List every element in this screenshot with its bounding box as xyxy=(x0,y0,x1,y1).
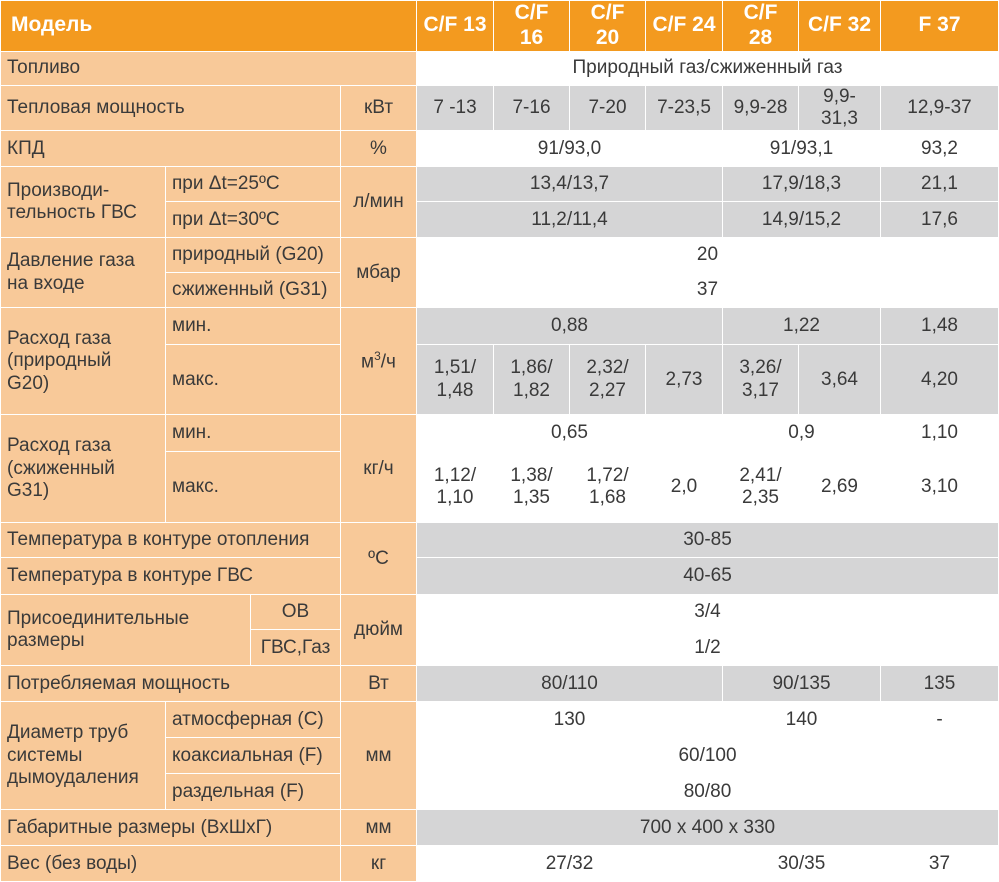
gas-lpg-max-value xyxy=(799,452,881,523)
dhw-label xyxy=(1,167,166,238)
gas-natural-max-value xyxy=(646,345,723,415)
model-header: C/F 24 xyxy=(646,1,723,52)
temp-unit: ºС xyxy=(341,523,417,595)
efficiency-label: КПД xyxy=(1,131,341,167)
consumption-value: 90/135 xyxy=(723,666,881,702)
connections-value: 3/4 xyxy=(417,595,999,630)
gas-lpg-max-value xyxy=(723,452,799,523)
gas-lpg-label-line: (сжиженный xyxy=(7,457,115,479)
fuel-value: Природный газ/сжиженный газ xyxy=(417,51,999,85)
gas-natural-max-value xyxy=(570,345,646,415)
gas-lpg-max-value xyxy=(646,452,723,523)
value-line: 3,17 xyxy=(742,379,779,401)
value-line: 1,72/ xyxy=(586,464,629,486)
gas-natural-min-value: 1,22 xyxy=(723,308,881,345)
gas-lpg-max-value xyxy=(570,452,646,523)
dhw-value: 14,9/15,2 xyxy=(723,202,881,238)
fuel-label: Топливо xyxy=(1,51,417,85)
weight-unit: кг xyxy=(341,846,417,882)
dhw-sub-label: при Δt=25ºС xyxy=(166,167,341,202)
gas-lpg-max-value xyxy=(417,452,494,523)
consumption-unit: Вт xyxy=(341,666,417,702)
flue-value: 80/80 xyxy=(417,774,999,810)
gas-lpg-min-label: мин. xyxy=(166,415,341,452)
value-line: 1,51/ xyxy=(433,357,477,379)
flue-unit: мм xyxy=(341,702,417,810)
value-line: 2,35 xyxy=(742,487,779,509)
temp-heating-value: 30-85 xyxy=(417,523,999,558)
gas-lpg-min-value: 0,9 xyxy=(723,415,881,452)
connections-sub-label: ОВ xyxy=(251,595,341,630)
gas-pressure-sub-label: сжиженный (G31) xyxy=(166,273,341,308)
dhw-sub-label: при Δt=30ºС xyxy=(166,202,341,238)
value-line: 1,68 xyxy=(589,487,626,509)
dhw-label-line: Производи- xyxy=(7,179,110,201)
temp-dhw-value: 40-65 xyxy=(417,558,999,595)
flue-sub-label: атмосферная (С) xyxy=(166,702,341,738)
efficiency-unit: % xyxy=(341,131,417,167)
value-line: 1,10 xyxy=(436,487,474,509)
gas-lpg-label-line: Расход газа xyxy=(7,435,112,457)
gas-natural-label xyxy=(1,308,166,415)
connections-label xyxy=(1,595,251,666)
connections-label-line: размеры xyxy=(7,630,85,652)
flue-label-line: Диаметр труб xyxy=(7,722,129,744)
gas-pressure-sub-label: природный (G20) xyxy=(166,238,341,273)
value-line: 3,26/ xyxy=(739,357,782,379)
gas-lpg-min-value: 0,65 xyxy=(417,415,723,452)
weight-value: 30/35 xyxy=(723,846,881,882)
flue-label-line: дымоудаления xyxy=(7,767,139,789)
value-line: 1,12/ xyxy=(433,464,477,486)
value-line: 2,32/ xyxy=(586,357,629,379)
value-line: 1,35 xyxy=(513,487,550,509)
flue-value: 130 xyxy=(417,702,723,738)
value-line: 2,69 xyxy=(821,476,858,498)
dhw-unit: л/мин xyxy=(341,167,417,238)
power-value: 9,9-31,3 xyxy=(799,85,881,131)
power-unit: кВт xyxy=(341,85,417,131)
dimensions-unit: мм xyxy=(341,810,417,846)
flue-label-line: системы xyxy=(7,744,83,766)
dhw-value: 11,2/11,4 xyxy=(417,202,723,238)
power-label: Тепловая мощность xyxy=(1,85,341,131)
connections-value: 1/2 xyxy=(417,630,999,666)
gas-natural-unit-base: м xyxy=(361,351,375,373)
gas-natural-label-line: Расход газа xyxy=(7,327,112,349)
gas-lpg-label-line: G31) xyxy=(7,480,50,502)
gas-natural-label-line: G20) xyxy=(7,372,50,394)
gas-lpg-max-value xyxy=(881,452,999,523)
value-line: 1,38/ xyxy=(510,464,553,486)
consumption-value: 135 xyxy=(881,666,999,702)
gas-natural-min-value: 1,48 xyxy=(881,308,999,345)
flue-value: 140 xyxy=(723,702,881,738)
flue-sub-label: раздельная (F) xyxy=(166,774,341,810)
gas-natural-unit xyxy=(341,308,417,415)
power-value: 7-16 xyxy=(494,85,570,131)
consumption-value: 80/110 xyxy=(417,666,723,702)
value-line: 1,86/ xyxy=(510,357,553,379)
connections-label-line: Присоединительные xyxy=(7,607,190,629)
dhw-value: 17,9/18,3 xyxy=(723,167,881,202)
connections-unit: дюйм xyxy=(341,595,417,666)
dimensions-value: 700 x 400 x 330 xyxy=(417,810,999,846)
gas-natural-unit-sup: 3 xyxy=(374,348,381,363)
value-line: 1,82 xyxy=(513,379,550,401)
value-line: 1,48 xyxy=(436,379,474,401)
gas-lpg-max-value xyxy=(494,452,570,523)
power-value: 9,9-28 xyxy=(723,85,799,131)
value-line: 2,27 xyxy=(589,379,626,401)
model-header: C/F 16 xyxy=(494,1,570,52)
temp-dhw-label: Температура в контуре ГВС xyxy=(1,558,341,595)
dhw-label-line: тельность ГВС xyxy=(7,202,137,224)
gas-natural-label-line: (природный xyxy=(7,350,112,372)
gas-pressure-label-line: Давление газа xyxy=(7,250,135,272)
consumption-label: Потребляемая мощность xyxy=(1,666,341,702)
power-value: 7-23,5 xyxy=(646,85,723,131)
gas-natural-max-value xyxy=(723,345,799,415)
header-title: Модель xyxy=(1,1,417,52)
gas-natural-max-label: макс. xyxy=(166,345,341,415)
gas-natural-unit-tail: /ч xyxy=(380,351,396,373)
value-line: 2,73 xyxy=(665,368,703,390)
model-header: C/F 32 xyxy=(799,1,881,52)
gas-natural-min-value: 0,88 xyxy=(417,308,723,345)
dhw-value: 13,4/13,7 xyxy=(417,167,723,202)
dhw-value: 17,6 xyxy=(881,202,999,238)
gas-lpg-max-label: макс. xyxy=(166,452,341,523)
gas-natural-max-value xyxy=(417,345,494,415)
efficiency-value: 93,2 xyxy=(881,131,999,167)
dimensions-label: Габаритные размеры (ВхШхГ) xyxy=(1,810,341,846)
weight-value: 37 xyxy=(881,846,999,882)
flue-value: 60/100 xyxy=(417,738,999,774)
model-header: C/F 20 xyxy=(570,1,646,52)
temp-heating-label: Температура в контуре отопления xyxy=(1,523,341,558)
flue-value: - xyxy=(881,702,999,738)
power-value: 7 -13 xyxy=(417,85,494,131)
value-line: 3,10 xyxy=(921,476,958,498)
gas-pressure-value: 20 xyxy=(417,238,999,273)
gas-pressure-label-line: на входе xyxy=(7,272,85,294)
gas-natural-min-label: мин. xyxy=(166,308,341,345)
efficiency-value: 91/93,1 xyxy=(723,131,881,167)
model-header: C/F 13 xyxy=(417,1,494,52)
dhw-value: 21,1 xyxy=(881,167,999,202)
flue-label xyxy=(1,702,166,810)
gas-lpg-label xyxy=(1,415,166,523)
connections-sub-label: ГВС,Газ xyxy=(251,630,341,666)
gas-pressure-label xyxy=(1,238,166,308)
gas-pressure-unit: мбар xyxy=(341,238,417,308)
flue-sub-label: коаксиальная (F) xyxy=(166,738,341,774)
weight-label: Вес (без воды) xyxy=(1,846,341,882)
value-line: 4,20 xyxy=(921,368,958,390)
weight-value: 27/32 xyxy=(417,846,723,882)
model-header: F 37 xyxy=(881,1,999,52)
gas-pressure-value: 37 xyxy=(417,273,999,308)
model-header: C/F 28 xyxy=(723,1,799,52)
gas-lpg-min-value: 1,10 xyxy=(881,415,999,452)
value-line: 2,0 xyxy=(670,476,698,498)
efficiency-value: 91/93,0 xyxy=(417,131,723,167)
value-line: 2,41/ xyxy=(739,464,782,486)
power-value: 7-20 xyxy=(570,85,646,131)
gas-lpg-unit: кг/ч xyxy=(341,415,417,523)
power-value: 12,9-37 xyxy=(881,85,999,131)
gas-natural-max-value xyxy=(799,345,881,415)
value-line: 3,64 xyxy=(821,368,858,390)
gas-natural-max-value xyxy=(494,345,570,415)
gas-natural-max-value xyxy=(881,345,999,415)
